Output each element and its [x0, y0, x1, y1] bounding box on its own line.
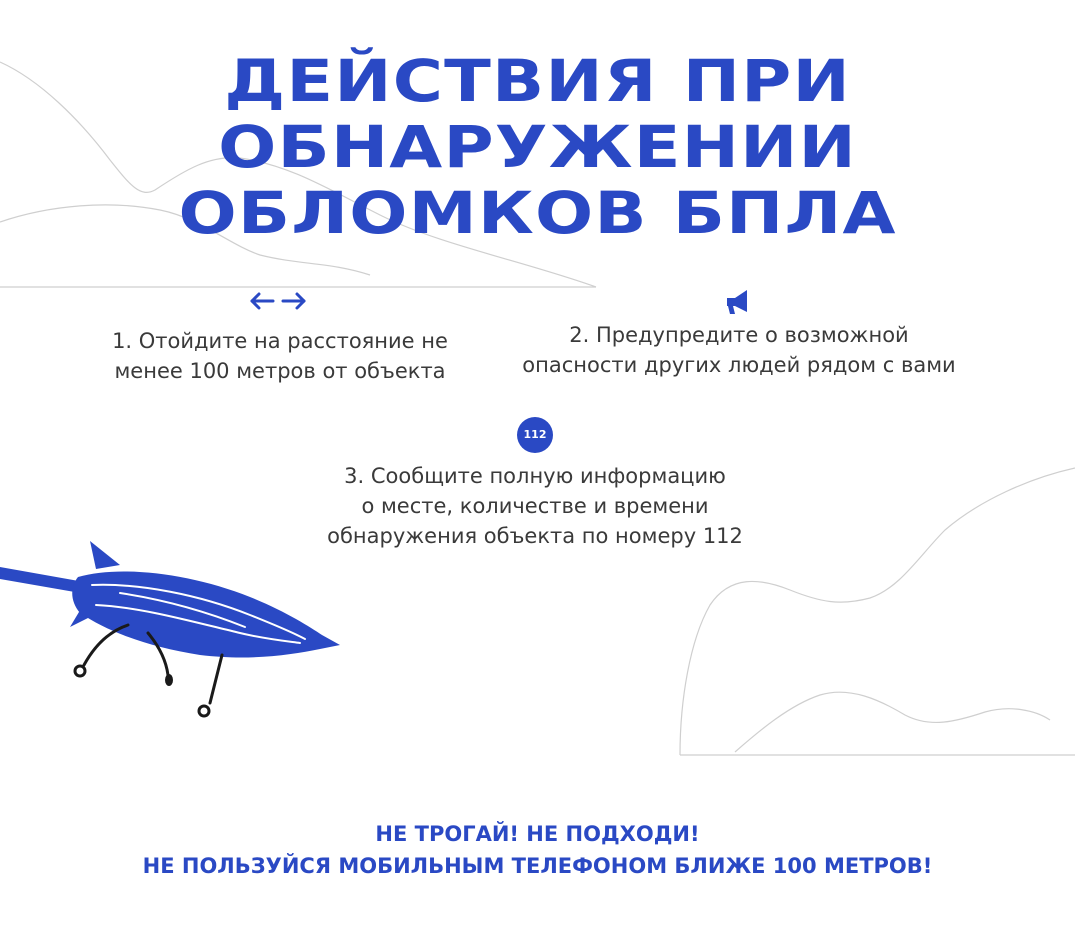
step-3-line-2: о месте, количестве и времени	[361, 494, 709, 518]
distance-arrows-icon	[249, 290, 307, 312]
step-2-text	[500, 320, 978, 380]
warning-line-2: НЕ ПОЛЬЗУЙСЯ МОБИЛЬНЫМ ТЕЛЕФОНОМ БЛИЖЕ 100 МЕТРОВ!	[142, 854, 933, 878]
step-2-line-1: 2. Предупредите о возможной	[569, 323, 909, 347]
drone-debris-icon	[0, 535, 350, 730]
megaphone-icon	[723, 287, 753, 317]
step-3-line-1: 3. Сообщите полную информацию	[344, 464, 726, 488]
title-line-1: ДЕЙСТВИЯ ПРИ	[224, 47, 851, 115]
step-3-line-3: обнаружения объекта по номеру 112	[327, 524, 743, 548]
step-1-text	[60, 326, 500, 386]
warning-text	[0, 818, 1075, 882]
step-2-line-2: опасности других людей рядом с вами	[522, 353, 956, 377]
step-3-text	[290, 461, 780, 551]
step-1-line-1: 1. Отойдите на расстояние не	[112, 329, 448, 353]
title-line-2: ОБНАРУЖЕНИИ	[218, 113, 858, 181]
step-1-line-2: менее 100 метров от объекта	[114, 359, 446, 383]
page-title	[0, 48, 1075, 246]
phone-112-badge: 112	[517, 417, 553, 453]
title-line-3: ОБЛОМКОВ БПЛА	[178, 179, 897, 247]
warning-line-1: НЕ ТРОГАЙ! НЕ ПОДХОДИ!	[375, 822, 700, 846]
